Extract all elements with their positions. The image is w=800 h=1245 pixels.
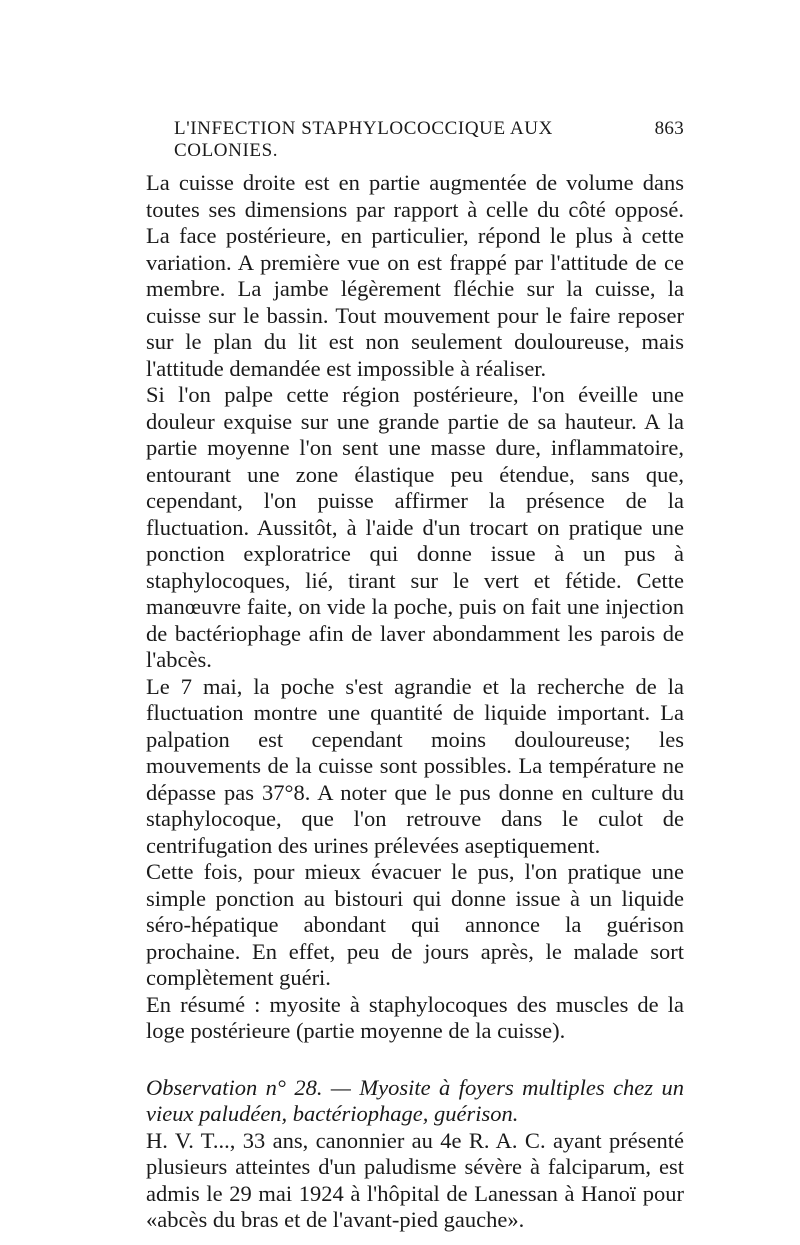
page-number: 863 [654,118,684,139]
paragraph-6: H. V. T..., 33 ans, canonnier au 4e R. A. C. ayant présenté plusieurs atteintes d'un paludisme sévère à falciparum, est admis le 29 mai 1924 à l'hôpital de Lanessan à Hanoï pour «abcès du bras et de l'avant-pied gauche». [146,1127,684,1232]
observation-heading: Observation n° 28. — Myosite à foyers multiples chez un vieux paludéen, bactériophage, guérison. [146,1074,684,1126]
paragraph-1: La cuisse droite est en partie augmentée de volume dans toutes ses dimensions par rapport à celle du côté opposé. La face postérieure, en particulier, répond le plus à cette variation. A première vue on est frappé par l'attitude de ce membre. La jambe légèrement fléchie sur la cuisse, la cuisse sur le bassin. Tout mouvement pour le faire reposer sur le plan du lit est non seulement douloureuse, mais l'attitude demandée est impossible à réaliser. [146,170,684,381]
paragraph-4: Cette fois, pour mieux évacuer le pus, l'on pratique une simple ponction au bistouri qui donne issue à un liquide séro-hépatique abondant qui annonce la guérison prochaine. En effet, peu de jours après, le malade sort complètement guéri. [146,859,684,990]
running-title: L'INFECTION STAPHYLOCOCCIQUE AUX COLONIES. [174,118,553,161]
paragraph-2: Si l'on palpe cette région postérieure, l'on éveille une douleur exquise sur une grande partie de sa hauteur. A la partie moyenne l'on sent une masse dure, inflammatoire, entourant une zone élastique peu étendue, sans que, cependant, l'on puisse affirmer la présence de la fluctuation. Aussitôt, à l'aide d'un trocart on pratique une ponction exploratrice qui donne issue à un pus à staphylocoques, lié, tirant sur le vert et fétide. Cette manœuvre faite, on vide la poche, puis on fait une injection de bactériophage afin de laver abondamment les parois de l'abcès. [146,382,684,672]
running-header [174,118,684,162]
paragraph-5: En résumé : myosite à staphylocoques des muscles de la loge postérieure (partie moyenne de la cuisse). [146,991,684,1043]
paragraph-3: Le 7 mai, la poche s'est agrandie et la recherche de la fluctuation montre une quantité de liquide important. La palpation est cependant moins douloureuse; les mouvements de la cuisse sont possibles. La température ne dépasse pas 37°8. A noter que le pus donne en culture du staphylocoque, que l'on retrouve dans le culot de centrifugation des urines prélevées aseptiquement. [146,673,684,858]
document-page [146,118,684,1234]
